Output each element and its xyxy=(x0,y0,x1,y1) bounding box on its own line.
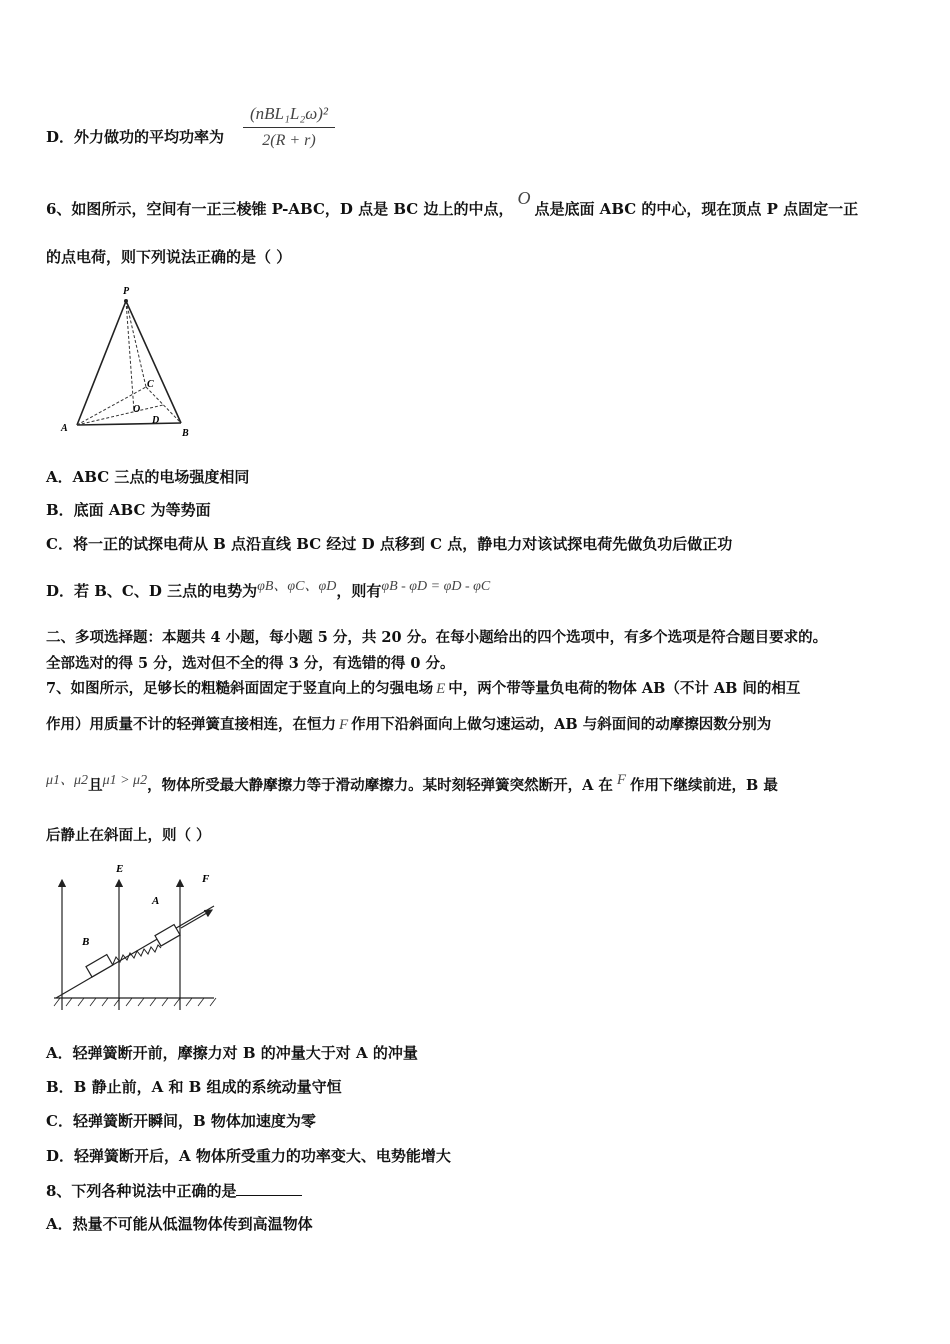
label-e: E xyxy=(116,863,124,875)
edge-ab xyxy=(77,423,181,425)
incline-figure xyxy=(44,858,224,1018)
q6-option-d-part-b: ，则有 xyxy=(336,582,382,600)
q7-stem-part-e: 且 xyxy=(88,777,103,794)
q6-stem-part-a: 6、如图所示，空间有一正三棱锥 P-ABC，D 点是 BC 边上的中点， xyxy=(46,200,514,218)
q7-stem-line4: 后静止在斜面上，则（ ） xyxy=(46,827,211,844)
median-ad xyxy=(77,405,163,425)
q7-option-a: A．轻弹簧断开前，摩擦力对 B 的冲量大于对 A 的冲量 xyxy=(46,1044,418,1062)
q5-option-d-text: D．外力做功的平均功率为 xyxy=(46,128,225,146)
q7-option-b: B．B 静止前，A 和 B 组成的系统动量守恒 xyxy=(46,1078,342,1096)
q7-field-symbol: E xyxy=(436,681,446,697)
label-b: B xyxy=(182,428,189,439)
ground-hatching xyxy=(54,998,216,1006)
q6-potential-equation: φB - φD = φD - φC xyxy=(381,579,491,594)
q7-stem-part-c: 作用）用质量不计的轻弹簧直接相连，在恒力 xyxy=(46,716,336,733)
q6-center-symbol: O xyxy=(517,188,531,208)
label-f: F xyxy=(202,873,210,885)
section2-instructions-line1: 二、多项选择题：本题共 4 小题，每小题 5 分，共 20 分。在每小题给出的四个选项中，有多个选项是符合题目要求的。 xyxy=(46,629,828,646)
label-b: B xyxy=(82,936,90,948)
q6-option-d-part-a: D．若 B、C、D 三点的电势为 xyxy=(46,582,258,600)
q7-force-symbol: F xyxy=(339,717,349,733)
fraction-denominator: 2(R + r) xyxy=(262,132,316,149)
q6-stem-line2 xyxy=(46,247,291,267)
answer-blank xyxy=(236,1181,302,1196)
block-a xyxy=(155,925,180,946)
label-a: A xyxy=(61,423,68,434)
vertex-p xyxy=(124,299,128,303)
q8-option-a: A．热量不可能从低温物体传到高温物体 xyxy=(46,1215,313,1233)
q8-stem xyxy=(46,1181,302,1201)
label-a: A xyxy=(152,895,160,907)
q6-stem-part-b: 点是底面 ABC 的中心，现在顶点 P 点固定一正 xyxy=(534,200,859,218)
label-o: O xyxy=(133,404,141,415)
q7-stem-part-d: 作用下沿斜面向上做匀速运动，AB 与斜面间的动摩擦因数分别为 xyxy=(351,716,772,733)
q7-friction-coefficients: μ1、μ2 xyxy=(46,773,89,788)
q6-stem-part-c: 的点电荷，则下列说法正确的是（ ） xyxy=(46,248,292,266)
q7-stem-part-f: ，物体所受最大静摩擦力等于滑动摩擦力。某时刻轻弹簧突然断开，A 在 xyxy=(147,777,613,794)
force-arrow xyxy=(181,910,212,928)
q7-option-d: D．轻弹簧断开后，A 物体所受重力的功率变大、电势能增大 xyxy=(46,1147,451,1165)
q5-power-fraction xyxy=(243,103,335,151)
q6-option-d xyxy=(46,581,490,603)
fraction-bar xyxy=(243,127,335,128)
q6-potentials: φB、φC、φD xyxy=(257,579,337,594)
edge-pa xyxy=(77,301,126,425)
q7-stem-line2 xyxy=(46,715,771,735)
q7-friction-inequality: μ1 > μ2 xyxy=(102,773,148,788)
q6-option-a: A．ABC 三点的电场强度相同 xyxy=(46,468,250,486)
pyramid-figure xyxy=(55,283,205,443)
edge-pc xyxy=(126,301,146,387)
q7-option-c: C．轻弹簧断开瞬间，B 物体加速度为零 xyxy=(46,1112,316,1130)
label-d: D xyxy=(152,415,160,426)
q6-option-c: C．将一正的试探电荷从 B 点沿直线 BC 经过 D 点移到 C 点，静电力对该试探电荷先做负功后做正功 xyxy=(46,535,733,553)
spring xyxy=(113,945,161,964)
fraction-numerator: (nBL₁L₂ω)² xyxy=(249,104,329,123)
section2-instructions-line2: 全部选对的得 5 分，选对但不全的得 3 分，有选错的得 0 分。 xyxy=(46,655,455,672)
incline-surface xyxy=(56,906,214,998)
label-p: P xyxy=(123,286,130,297)
q7-stem-part-a: 7、如图所示，足够长的粗糙斜面固定于竖直向上的匀强电场 xyxy=(46,680,434,697)
block-b xyxy=(86,955,113,977)
label-c: C xyxy=(147,379,154,390)
q5-option-d xyxy=(46,127,224,147)
q7-stem-part-b: 中，两个带等量负电荷的物体 AB（不计 AB 间的相互 xyxy=(448,680,801,697)
q7-force-symbol-2: F xyxy=(616,772,627,788)
q7-stem-line3 xyxy=(46,772,778,797)
q8-stem-text: 8、下列各种说法中正确的是 xyxy=(46,1182,237,1200)
q6-stem-line1 xyxy=(46,188,859,219)
q6-option-b: B．底面 ABC 为等势面 xyxy=(46,501,211,519)
q7-stem-part-g: 作用下继续前进，B 最 xyxy=(630,777,778,794)
q7-stem-line1 xyxy=(46,679,800,699)
